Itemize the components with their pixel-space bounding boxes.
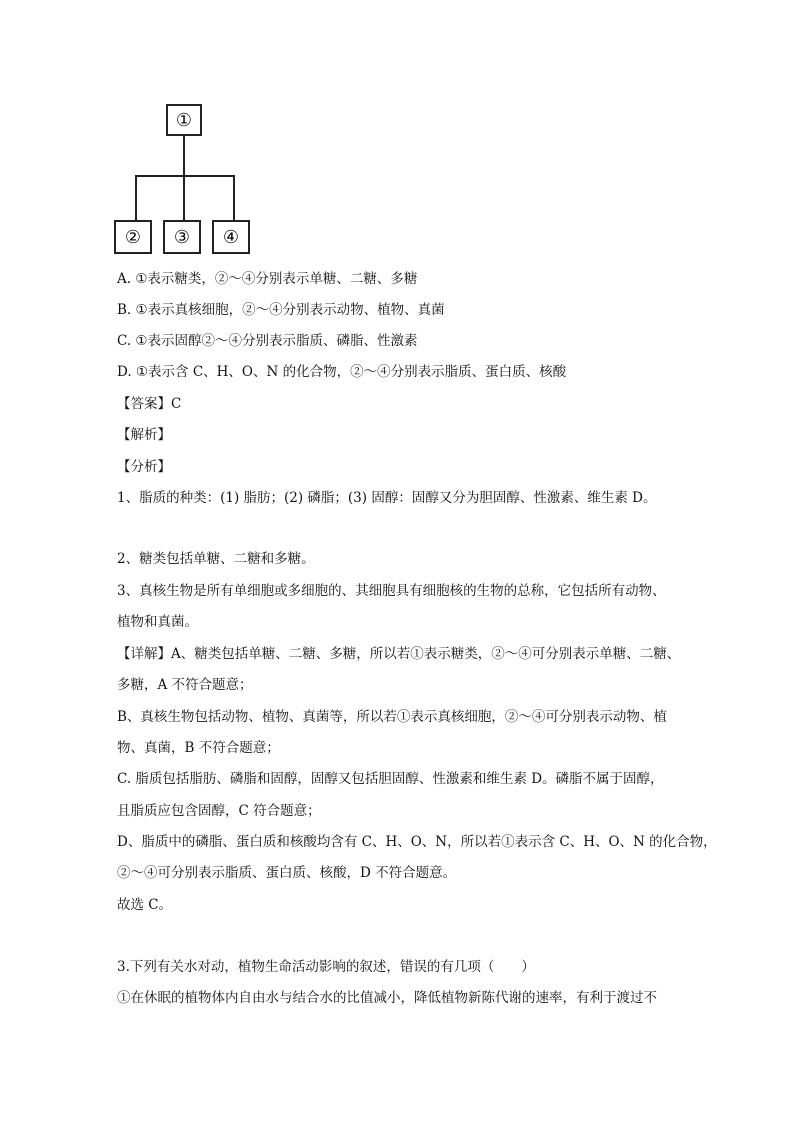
detail-c: C. 脂质包括脂肪、磷脂和固醇，固醇又包括胆固醇、性激素和维生素 D。磷脂不属于固醇， bbox=[117, 771, 664, 787]
hierarchy-diagram bbox=[100, 100, 270, 260]
connector-middle bbox=[183, 175, 185, 220]
diagram-node-child-2: ③ bbox=[163, 220, 201, 254]
detail-b: B、真核生物包括动物、植物、真菌等，所以若①表示真核细胞，②～④可分别表示动物、植 bbox=[117, 709, 667, 725]
analysis-subheading: 【分析】 bbox=[117, 459, 171, 475]
analysis-heading: 【解析】 bbox=[117, 427, 171, 443]
question-3-item-1: ①在休眠的植物体内自由水与结合水的比值减小，降低植物新陈代谢的速率，有利于渡过不 bbox=[117, 990, 657, 1006]
detail-b-cont: 物、真菌，B 不符合题意； bbox=[117, 740, 280, 756]
option-c: C. ①表示固醇②～④分别表示脂质、磷脂、性激素 bbox=[117, 333, 418, 349]
diagram-node-child-1: ② bbox=[114, 220, 152, 254]
diagram-node-child-3: ④ bbox=[212, 220, 250, 254]
connector-horizontal bbox=[135, 175, 235, 177]
detail-c-cont: 且脂质应包含固醇，C 符合题意； bbox=[117, 803, 321, 819]
answer-label: 【答案】C bbox=[117, 396, 182, 412]
connector-vertical-top bbox=[183, 136, 185, 176]
question-3: 3.下列有关水对动，植物生命活动影响的叙述，错误的有几项（ ） bbox=[117, 959, 535, 975]
option-b: B. ①表示真核细胞，②～④分别表示动物、植物、真菌 bbox=[117, 302, 445, 318]
option-d: D. ①表示含 C、H、O、N 的化合物，②～④分别表示脂质、蛋白质、核酸 bbox=[117, 364, 567, 380]
detail-a: 【详解】A、糖类包括单糖、二糖、多糖，所以若①表示糖类，②～④可分别表示单糖、二糖、 bbox=[117, 646, 681, 662]
analysis-point-2: 2、糖类包括单糖、二糖和多糖。 bbox=[117, 551, 315, 567]
detail-d: D、脂质中的磷脂、蛋白质和核酸均含有 C、H、O、N，所以若①表示含 C、H、O、N 的化合物， bbox=[117, 834, 717, 850]
analysis-point-1: 1、脂质的种类：(1) 脂肪；(2) 磷脂；(3) 固醇：固醇又分为胆固醇、性激素、维生素 D。 bbox=[117, 490, 657, 506]
analysis-point-3: 3、真核生物是所有单细胞或多细胞的、其细胞具有细胞核的生物的总称，它包括所有动物、 bbox=[117, 583, 666, 599]
analysis-point-3-cont: 植物和真菌。 bbox=[117, 614, 198, 630]
option-a: A. ①表示糖类，②～④分别表示单糖、二糖、多糖 bbox=[117, 271, 418, 287]
detail-d-cont: ②～④可分别表示脂质、蛋白质、核酸，D 不符合题意。 bbox=[117, 865, 457, 881]
diagram-node-top: ① bbox=[166, 104, 202, 136]
connector-right bbox=[233, 175, 235, 220]
detail-a-cont: 多糖，A 不符合题意； bbox=[117, 677, 253, 693]
conclusion: 故选 C。 bbox=[117, 897, 173, 913]
connector-left bbox=[135, 175, 137, 220]
